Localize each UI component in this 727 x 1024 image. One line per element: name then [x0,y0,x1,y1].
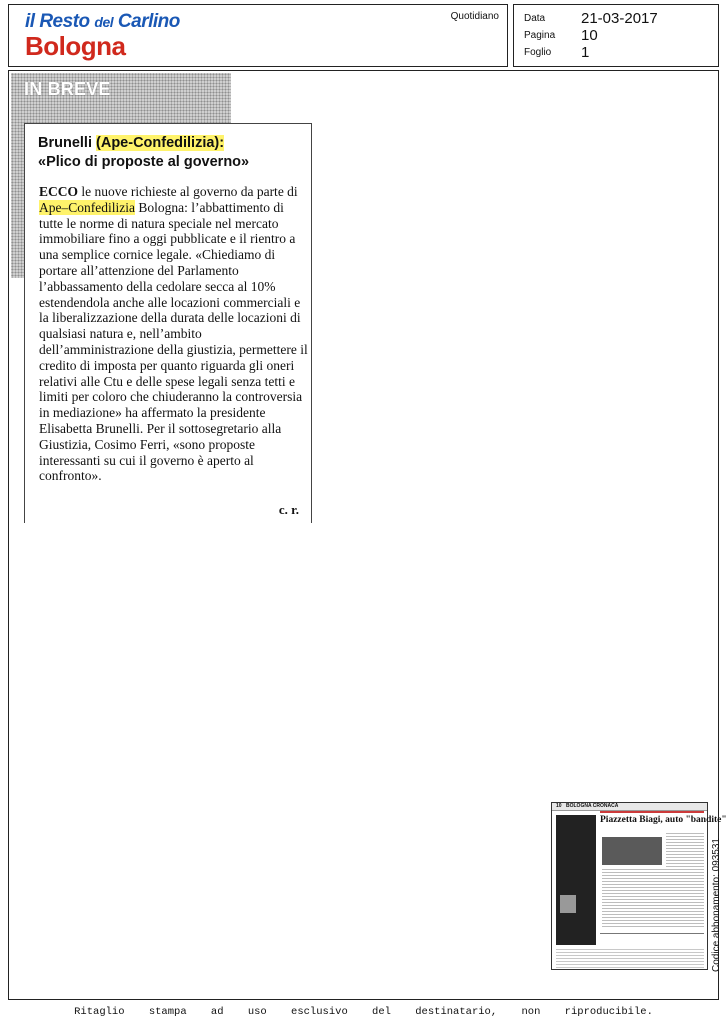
logo-il-resto: il Resto [25,11,90,32]
page-header [8,4,719,67]
thumbnail-kicker [600,811,704,813]
headline-quote: «Plico di proposte al governo» [38,154,250,170]
newspaper-logo [25,11,180,59]
thumbnail-text-lines-bottom [556,949,704,969]
meta-pagina-label: Pagina [524,30,556,41]
meta-data-row [524,10,658,27]
subscription-code: Codice abbonamento: 093531 [711,838,722,972]
thumbnail-photo [602,837,662,865]
meta-pagina-value: 10 [581,27,598,44]
logo-line1 [25,11,180,33]
meta-foglio-label: Foglio [524,47,552,58]
meta-foglio-value: 1 [581,44,590,61]
meta-foglio-row [524,44,590,61]
meta-pagina-row [524,27,598,44]
article [24,123,312,523]
meta-data-label: Data [524,13,546,24]
thumbnail-text-lines [602,869,704,929]
thumbnail-title: Piazzetta Biagi, auto "bandite" [600,815,727,825]
headline-name: Brunelli [38,135,97,151]
logo-carlino: Carlino [117,11,180,32]
meta-data-value: 21-03-2017 [581,10,658,27]
clipping-meta-box [513,4,719,67]
article-headline [38,134,306,172]
thumbnail-page-number: 10 [556,803,562,809]
publication-type: Quotidiano [450,11,499,22]
thumbnail-portrait [560,895,576,913]
logo-bologna: Bologna [25,31,126,61]
thumbnail-separator [600,933,704,934]
masthead-box [8,4,508,67]
article-body-part2: Bologna: l’abbattimento di tutte le norme di natura speciale nel mercato immobiliare fino a oggi pubblicate e il rientro a una semplice cornice legale. «Chiediamo di portare all’attenzione del Parlamento l’abbassamento della cedolare secca al 10% estendendola anche alle locazioni commerciali e la liberalizzazione della durata delle locazioni di qualsiasi natura e, nell’ambito dell’amministrazione della giustizia, permettere il credito di imposta per quanto riguarda gli oneri relativi alle Ctu e delle spese legali senza tetti e limiti per coloro che chiuderanno la controversia in mediazione» ha affermato la presidente Elisabetta Brunelli. Per il sottosegretario alla Giustizia, Cosimo Ferri, «sono proposte interessanti su cui il governo è aperto al confronto». [39,199,308,484]
section-title: IN BREVE [24,79,111,99]
article-lead-word: ECCO [39,184,79,199]
headline-highlight: (Ape-Confedilizia): [96,135,225,151]
thumbnail-dark-column [556,815,596,945]
thumbnail-section: BOLOGNA CRONACA [566,803,619,809]
article-body-highlight: Ape–Confedilizia [39,199,135,215]
article-byline: c. r. [278,502,299,517]
article-body-part1: le nuove richieste al governo da parte di [78,184,298,199]
footer-notice: Ritaglio stampa ad uso esclusivo del destinatario, non riproducibile. [74,1006,653,1018]
logo-del: del [94,14,114,30]
thumbnail-text-lines-right [666,833,704,867]
article-body [39,184,309,484]
